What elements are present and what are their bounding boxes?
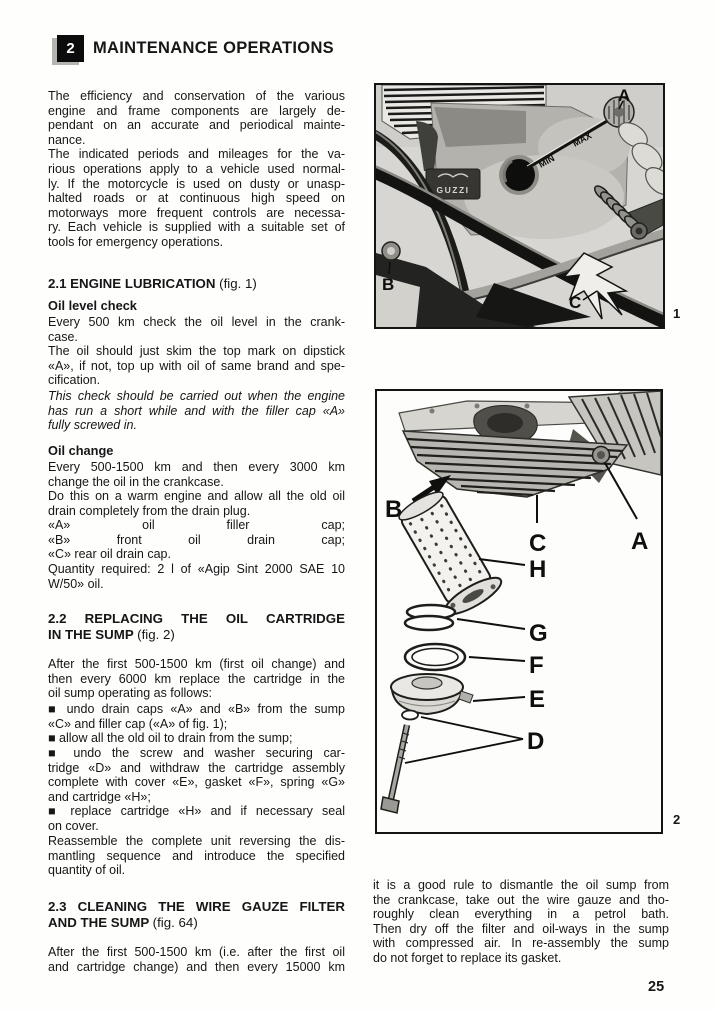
max-mark-label: MAX [570,130,594,149]
text-line: change the oil in the crankcase. [48,474,224,489]
text-line: The efficiency and conservation of the various [48,89,345,103]
intro-paragraph-1 [48,89,345,147]
text-line: «C» and filler cap («A» of fig. 1); [48,716,228,731]
front-drain-cap [382,242,400,260]
guzzi-logo-text: GUZZI [436,185,470,195]
text-line: quantity of oil. [48,863,126,878]
spring-washers [405,605,455,630]
text-line: ry. Each vehicle is supplied with a suitable set of [48,220,345,235]
section-2-1-fig-ref: (fig. 1) [219,276,257,291]
oil-level-paragraph-1 [48,315,345,344]
oil-change-paragraph-2 [48,489,345,518]
text-line: ■ undo drain caps «A» and «B» from the sump [48,702,345,716]
oil-change-heading: Oil change [48,443,114,458]
text-line: This check should be carried out when the engine [48,389,345,403]
text-line: After the first 500-1500 km (first oil change) and [48,657,345,671]
text-line: cification. [48,373,101,388]
text-line: ly. If the motorcycle is used on dusty or unasp- [48,176,345,191]
text-line: case. [48,329,78,344]
text-line: and cartridge change) and then every 15000 km [48,959,345,974]
text-line: oil sump operating as follows: [48,686,212,701]
gauze-filter-continuation [373,878,669,966]
oil-change-paragraph-1 [48,460,345,489]
text-line: Every 500-1500 km and then every 3000 km [48,460,345,474]
text-line: Do this on a warm engine and allow all the old oil [48,489,345,503]
section-2-2-heading [48,611,345,643]
text-line: After the first 500-1500 km (i.e. after the first oil [48,945,345,959]
text-line: «A» oil filler cap; [48,518,345,532]
text-line: engine and frame components are largely de- [48,103,345,118]
oil-level-paragraph-2 [48,344,345,388]
figure1-label-c: C [569,293,582,312]
cartridge-step-1 [48,702,345,731]
oil-filler-hole [499,155,539,195]
text-line: The oil should just skim the top mark on dipstick [48,344,345,358]
intro-section [48,89,345,250]
text-line: rious operations apply to a vehicle used normal- [48,161,345,176]
oil-change-cap-list [48,518,345,562]
text-line: then every 6000 km replace the cartridge in the [48,671,345,686]
intro-paragraph-2 [48,147,345,249]
text-line: Reassemble the complete unit reversing the dis- [48,834,345,848]
text-line: has run a short while and with the filler cap «A» [48,403,345,418]
figure2-label-h: H [529,556,547,583]
text-line: with compressed air. In re-assembly the sump [373,936,669,951]
text-line: halted roads or at continuous high speed on [48,191,345,206]
chapter-number-badge: 2 [57,35,84,62]
figure2-label-g: G [529,620,548,647]
figure-2-illustration [377,391,661,832]
cartridge-closing-paragraph [48,834,345,878]
text-line: complete with cover «E», gasket «F», spring «G» [48,775,345,790]
section-2-1-title: 2.1 ENGINE LUBRICATION [48,276,216,291]
figure-2-number: 2 [673,812,681,827]
text-line: it is a good rule to dismantle the oil sump from [373,878,669,892]
oil-change-quantity [48,562,345,591]
figure-2-oil-cartridge-diagram [375,389,663,834]
text-line: motorways more frequent controls are necessa- [48,205,345,220]
text-line: ■ replace cartridge «H» and if necessary seal [48,804,345,818]
text-line: Then dry off the filter and oil-ways in the sump [373,921,669,936]
text-line: W/50» oil. [48,576,104,591]
figure2-label-c: C [529,530,547,557]
figure2-label-e: E [529,686,546,713]
text-line: roughly clean everything in a petrol bath. [373,907,669,922]
figure2-label-f: F [529,652,544,679]
figure2-label-d: D [527,728,545,755]
text-line: tools for emergency operations. [48,234,224,249]
text-line: drain completely from the drain plug. [48,503,251,518]
text-line: ■ undo the screw and washer securing car- [48,746,345,760]
section-2-3-fig-ref: (fig. 64) [152,915,198,930]
figure2-label-a: A [631,528,649,555]
text-line: «A», if not, top up with oil of same brand and spe- [48,358,345,373]
text-line: on cover. [48,818,99,833]
figure-1-number: 1 [673,306,681,321]
page-number: 25 [648,979,665,995]
text-line: ■ allow all the old oil to drain from the sump; [48,731,293,745]
text-line: do not forget to replace its gasket. [373,950,562,965]
text-line: «C» rear oil drain cap. [48,547,171,562]
min-mark-label: MIN [536,153,557,170]
cartridge-step-3 [48,746,345,804]
oil-level-check-heading: Oil level check [48,298,137,313]
text-line: Every 500 km check the oil level in the crank- [48,315,345,329]
figure1-label-b: B [382,275,395,294]
figure-1-engine-photo [374,83,665,329]
text-line: The indicated periods and mileages for the va- [48,147,345,162]
text-line: nance. [48,132,86,147]
text-line: tridge «D» and withdraw the cartridge assembly [48,760,345,775]
text-line: «B» front oil drain cap; [48,532,345,547]
section-2-2-title-line2: IN THE SUMP [48,627,134,642]
cartridge-step-2 [48,731,345,746]
text-line: mantling sequence and introduce the specified [48,848,345,863]
oil-level-italic-note [48,389,345,433]
section-2-3-title-line2: AND THE SUMP [48,915,149,930]
text-line: Quantity required: 2 l of «Agip Sint 2000 SAE 10 [48,562,345,576]
figure2-label-b: B [385,496,403,523]
gauze-filter-paragraph [48,945,345,974]
section-2-3-heading [48,899,345,931]
section-2-3-title-line1: 2.3 CLEANING THE WIRE GAUZE FILTER [48,899,345,914]
text-line: and cartridge «H»; [48,789,151,804]
figure1-label-a: A [618,86,631,105]
figure-1-illustration [376,85,663,327]
page-title: MAINTENANCE OPERATIONS [93,39,334,57]
text-line: the crankcase, take out the wire gauze and tho- [373,892,669,907]
section-2-1-heading [48,276,345,292]
section-2-2-title-line1: 2.2 REPLACING THE OIL CARTRIDGE [48,611,345,626]
cartridge-step-4 [48,804,345,833]
text-line: fully screwed in. [48,418,137,433]
cartridge-intro-paragraph [48,657,345,701]
section-2-2-fig-ref: (fig. 2) [137,627,175,642]
text-line: pendant on an accurate and periodical mainte- [48,118,345,133]
